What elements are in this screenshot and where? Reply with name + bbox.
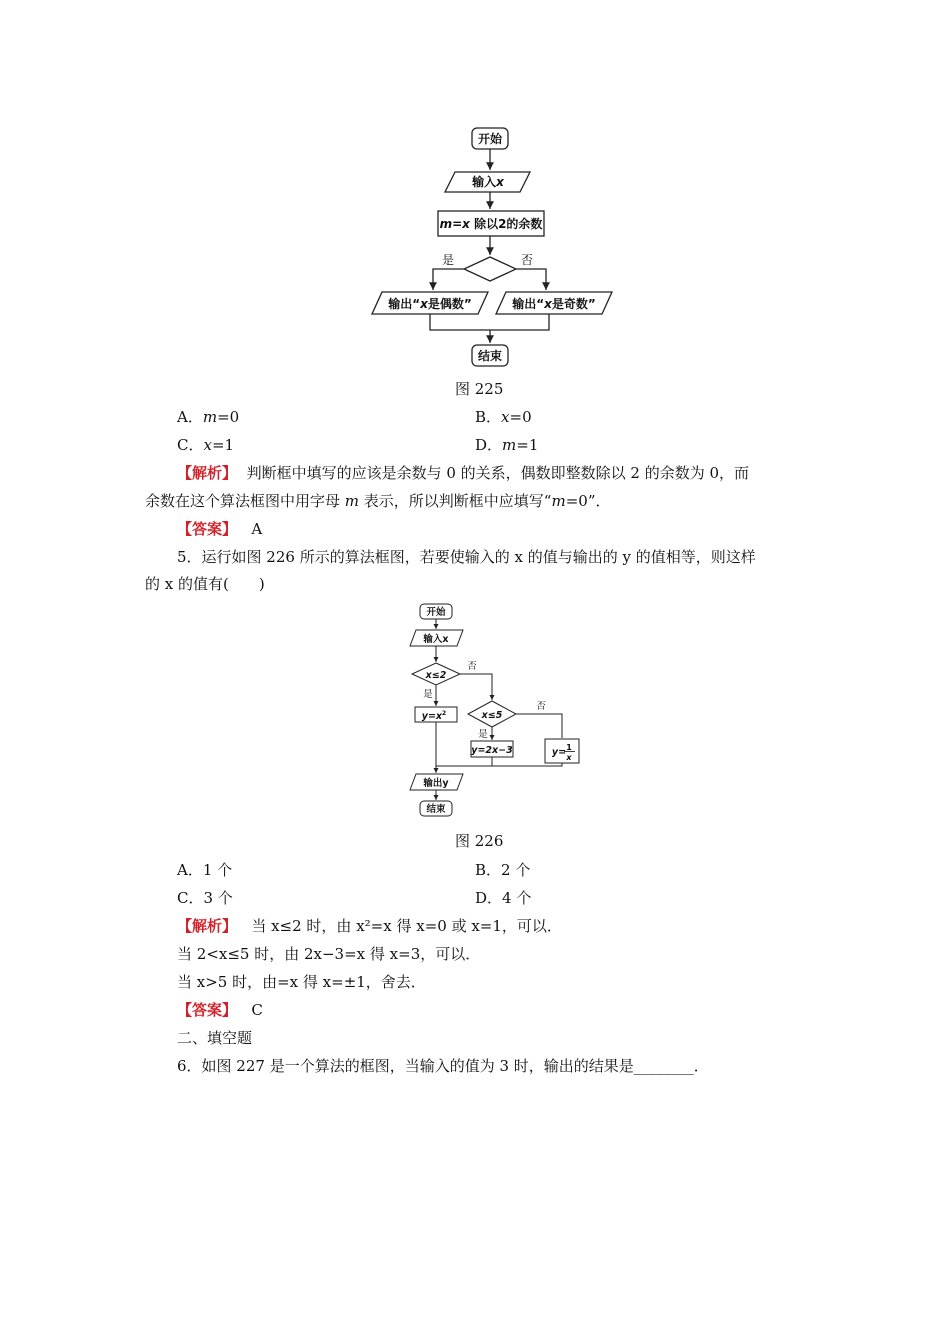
start-label: 开始 xyxy=(477,132,503,146)
answer-tag: 【答案】 xyxy=(177,520,238,538)
q4-option-d: D．m=1 xyxy=(475,436,539,454)
q5-analysis-line1: 【解析】 当 x≤2 时，由 x²=x 得 x=0 或 x=1，可以． xyxy=(177,917,562,935)
q5-analysis-line3: 当 x>5 时，由=x 得 x=±1，舍去． xyxy=(177,973,426,991)
cond2-label: x≤5 xyxy=(481,710,503,721)
start-label-226: 开始 xyxy=(426,607,446,618)
box3-den-label: x xyxy=(566,753,572,762)
yes1-label: 是 xyxy=(423,689,433,700)
q5-answer: 【答案】 C xyxy=(177,1001,263,1019)
box3-num-label: 1 xyxy=(566,743,572,752)
q4-option-c: C．x=1 xyxy=(177,436,235,454)
input-label: 输入x xyxy=(472,175,504,189)
q5-option-a: A．1 个 xyxy=(177,861,233,879)
figure-caption-226: 图 226 xyxy=(455,832,504,850)
box1-label: $y=x^2$ xyxy=(421,710,447,722)
input-label-226: 输入x xyxy=(423,634,449,645)
q4-analysis-line2: 余数在这个算法框图中用字母 m 表示，所以判断框中应填写“m=0”． xyxy=(145,492,611,510)
q5-stem-line1: 5．运行如图 226 所示的算法框图，若要使输入的 x 的值与输出的 y 的值相等，则这样 xyxy=(177,548,756,566)
q5-option-b: B．2 个 xyxy=(475,861,531,879)
q5-stem-line2: 的 x 的值有( ) xyxy=(145,575,265,593)
q5-option-c: C．3 个 xyxy=(177,889,233,907)
analysis-tag: 【解析】 xyxy=(177,464,238,482)
no2-label: 否 xyxy=(536,701,546,712)
process-label: m=x 除以2的余数 xyxy=(439,217,543,231)
section-title: 二、填空题 xyxy=(177,1029,253,1047)
flowchart-225 xyxy=(360,125,620,375)
q4-analysis-line1: 【解析】 判断框中填写的应该是余数与 0 的关系，偶数即整数除以 2 的余数为 0，而 xyxy=(177,464,750,482)
output-label-226: 输出y xyxy=(423,778,449,789)
yes2-label: 是 xyxy=(478,729,488,740)
end-label: 结束 xyxy=(477,349,503,363)
analysis-tag: 【解析】 xyxy=(177,917,238,935)
q5-analysis-line2: 当 2<x≤5 时，由 2x−3=x 得 x=3，可以． xyxy=(177,945,481,963)
box3-y-label: y= xyxy=(551,747,567,758)
yes-label: 是 xyxy=(441,253,455,267)
no1-label: 否 xyxy=(467,661,477,672)
q5-option-d: D．4 个 xyxy=(475,889,532,907)
q6-stem: 6．如图 227 是一个算法的框图，当输入的值为 3 时，输出的结果是________． xyxy=(177,1057,709,1075)
output-even-label: 输出“x是偶数” xyxy=(388,297,472,311)
end-label-226: 结束 xyxy=(426,804,446,815)
flowchart-226 xyxy=(400,600,590,822)
answer-tag: 【答案】 xyxy=(177,1001,238,1019)
q4-option-b: B．x=0 xyxy=(475,408,532,426)
box2-label: y=2x−3 xyxy=(471,745,513,756)
no-label: 否 xyxy=(520,253,534,267)
q4-answer: 【答案】 A xyxy=(177,520,263,538)
cond1-label: x≤2 xyxy=(425,670,447,681)
figure-caption-225: 图 225 xyxy=(455,380,504,398)
q4-option-a: A．m=0 xyxy=(177,408,240,426)
output-odd-label: 输出“x是奇数” xyxy=(512,297,596,311)
decision-diamond xyxy=(464,257,516,281)
